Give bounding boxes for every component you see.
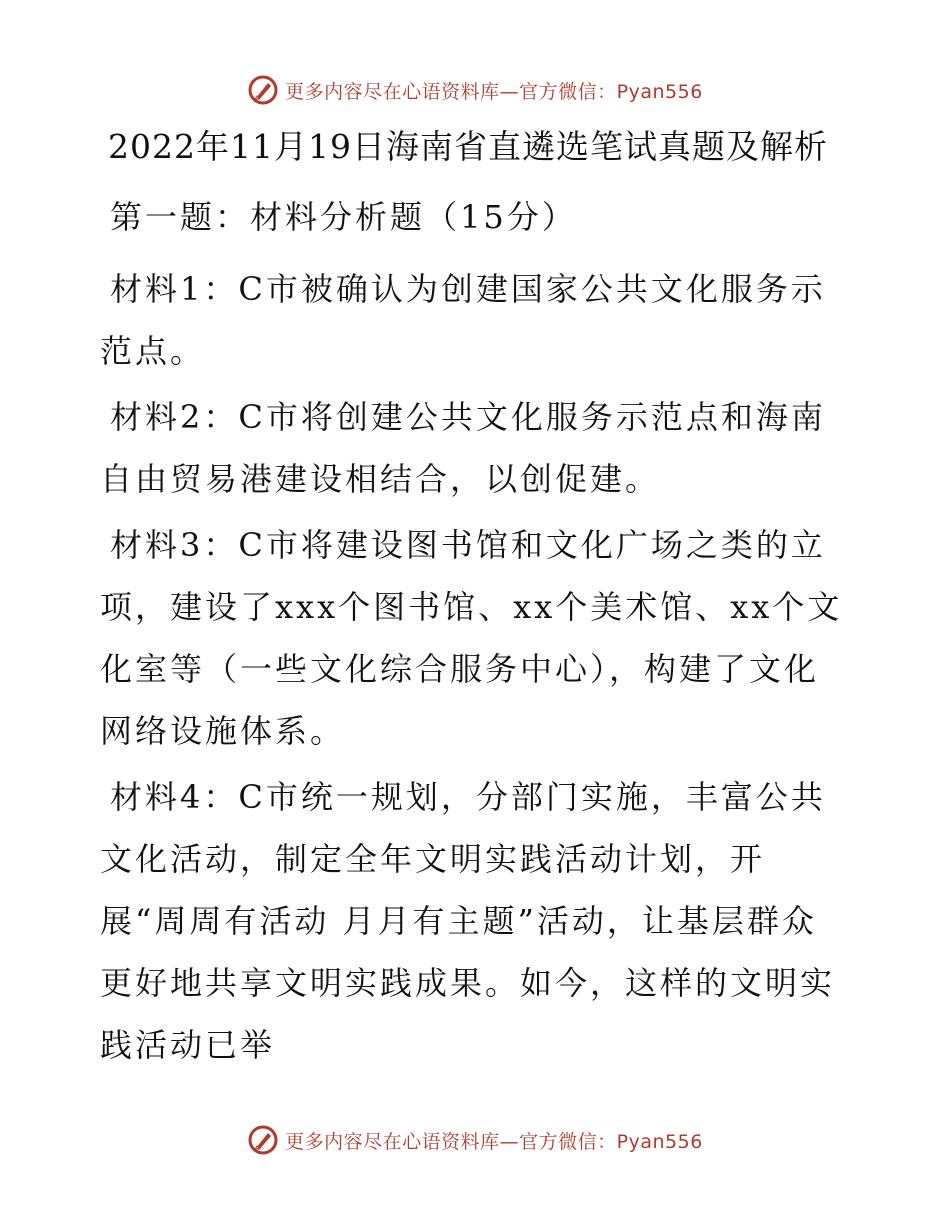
material-2: 材料2：C市将创建公共文化服务示范点和海南自由贸易港建设相结合，以创促建。 [100, 398, 826, 498]
pen-logo-icon [247, 1124, 279, 1156]
document-body [100, 120, 850, 1080]
material-3: 材料3：C市将建设图书馆和文化广场之类的立项，建设了xxx个图书馆、xx个美术馆、xx个文化室等（一些文化综合服务中心），构建了文化网络设施体系。 [100, 526, 843, 750]
footer-banner-text: 更多内容尽在心语资料库—官方微信：Pyan556 [285, 1130, 703, 1153]
material-4: 材料4：C市统一规划，分部门实施，丰富公共文化活动，制定全年文明实践活动计划，开展“周周有活动 月月有主题”活动，让基层群众更好地共享文明实践成果。如今，这样的文明实践活动已举 [100, 778, 836, 1064]
question-heading: 第一题：材料分析题（15分） [110, 198, 577, 236]
header-banner [0, 70, 950, 110]
document-title: 2022年11月19日海南省直遴选笔试真题及解析 [108, 127, 828, 166]
material-1: 材料1：C市被确认为创建国家公共文化服务示范点。 [100, 270, 826, 370]
pen-logo-icon [247, 74, 279, 106]
footer-banner [0, 1120, 950, 1160]
header-banner-text: 更多内容尽在心语资料库—官方微信：Pyan556 [285, 80, 703, 103]
